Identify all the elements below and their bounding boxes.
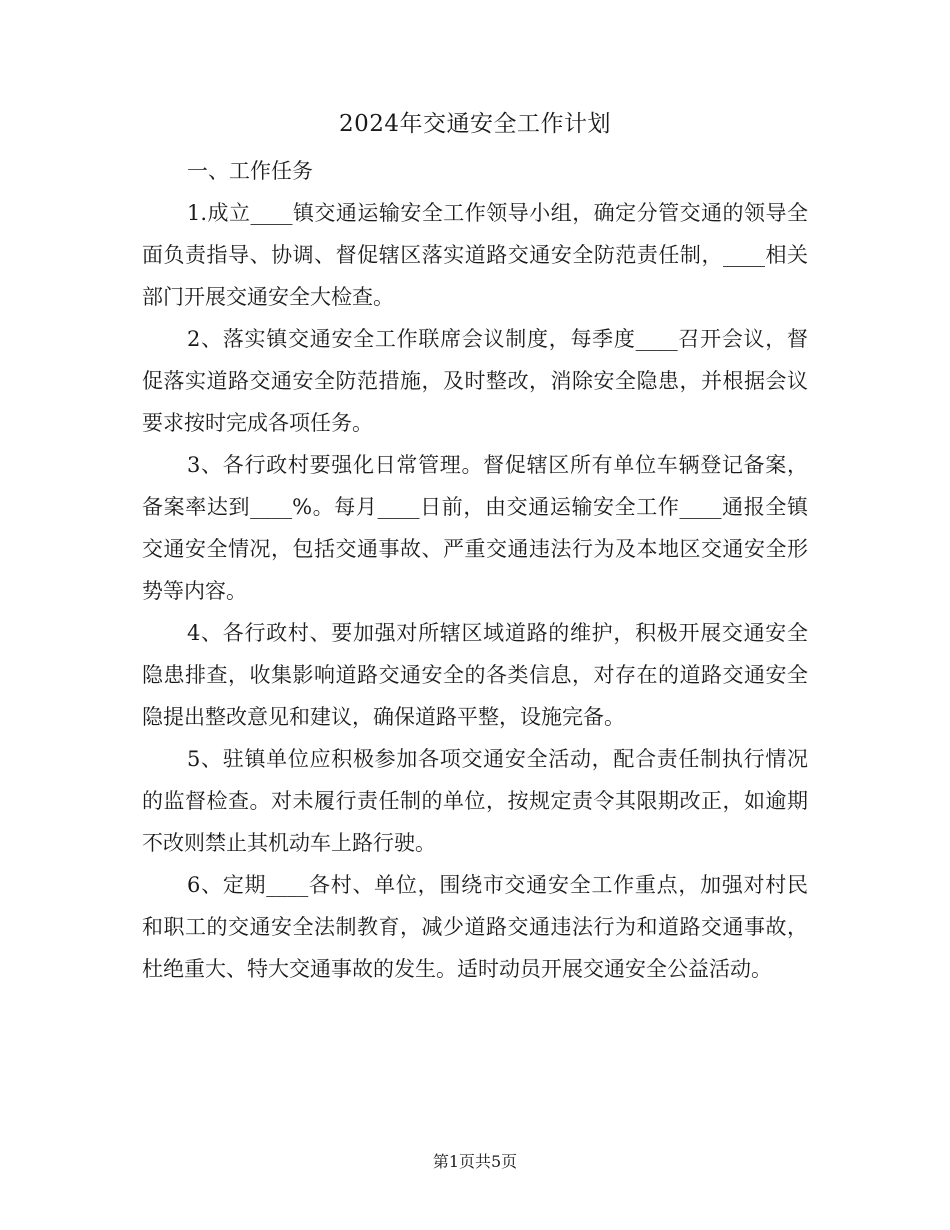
paragraph-6: 6、定期____各村、单位，围绕市交通安全工作重点，加强对村民和职工的交通安全法制教育，减少道路交通违法行为和道路交通事故，杜绝重大、特大交通事故的发生。适时动员开展交通安全公益活动。: [142, 873, 808, 981]
section-heading: 一、工作任务: [187, 159, 313, 183]
document-title: 2024年交通安全工作计划: [338, 111, 612, 137]
paragraph-5: 5、驻镇单位应积极参加各项交通安全活动，配合责任制执行情况的监督检查。对未履行责任制的单位，按规定责令其限期改正，如逾期不改则禁止其机动车上路行驶。: [142, 747, 808, 855]
paragraph-3: 3、各行政村要强化日常管理。督促辖区所有单位车辆登记备案，备案率达到____%。每月____日前，由交通运输安全工作____通报全镇交通安全情况，包括交通事故、严重交通违法行为及本地区交通安全形势等内容。: [142, 453, 808, 603]
page-footer: [0, 1150, 950, 1174]
page-indicator: 第1页共5页: [432, 1152, 518, 1171]
paragraph-4: 4、各行政村、要加强对所辖区域道路的维护，积极开展交通安全隐患排查，收集影响道路交通安全的各类信息，对存在的道路交通安全隐提出整改意见和建议，确保道路平整，设施完备。: [142, 621, 808, 729]
document-body: [142, 150, 808, 990]
paragraph-1: 1.成立____镇交通运输安全工作领导小组，确定分管交通的领导全面负责指导、协调、督促辖区落实道路交通安全防范责任制，____相关部门开展交通安全大检查。: [142, 201, 808, 309]
paragraph-2: 2、落实镇交通安全工作联席会议制度，每季度____召开会议，督促落实道路交通安全防范措施，及时整改，消除安全隐患，并根据会议要求按时完成各项任务。: [142, 327, 808, 435]
